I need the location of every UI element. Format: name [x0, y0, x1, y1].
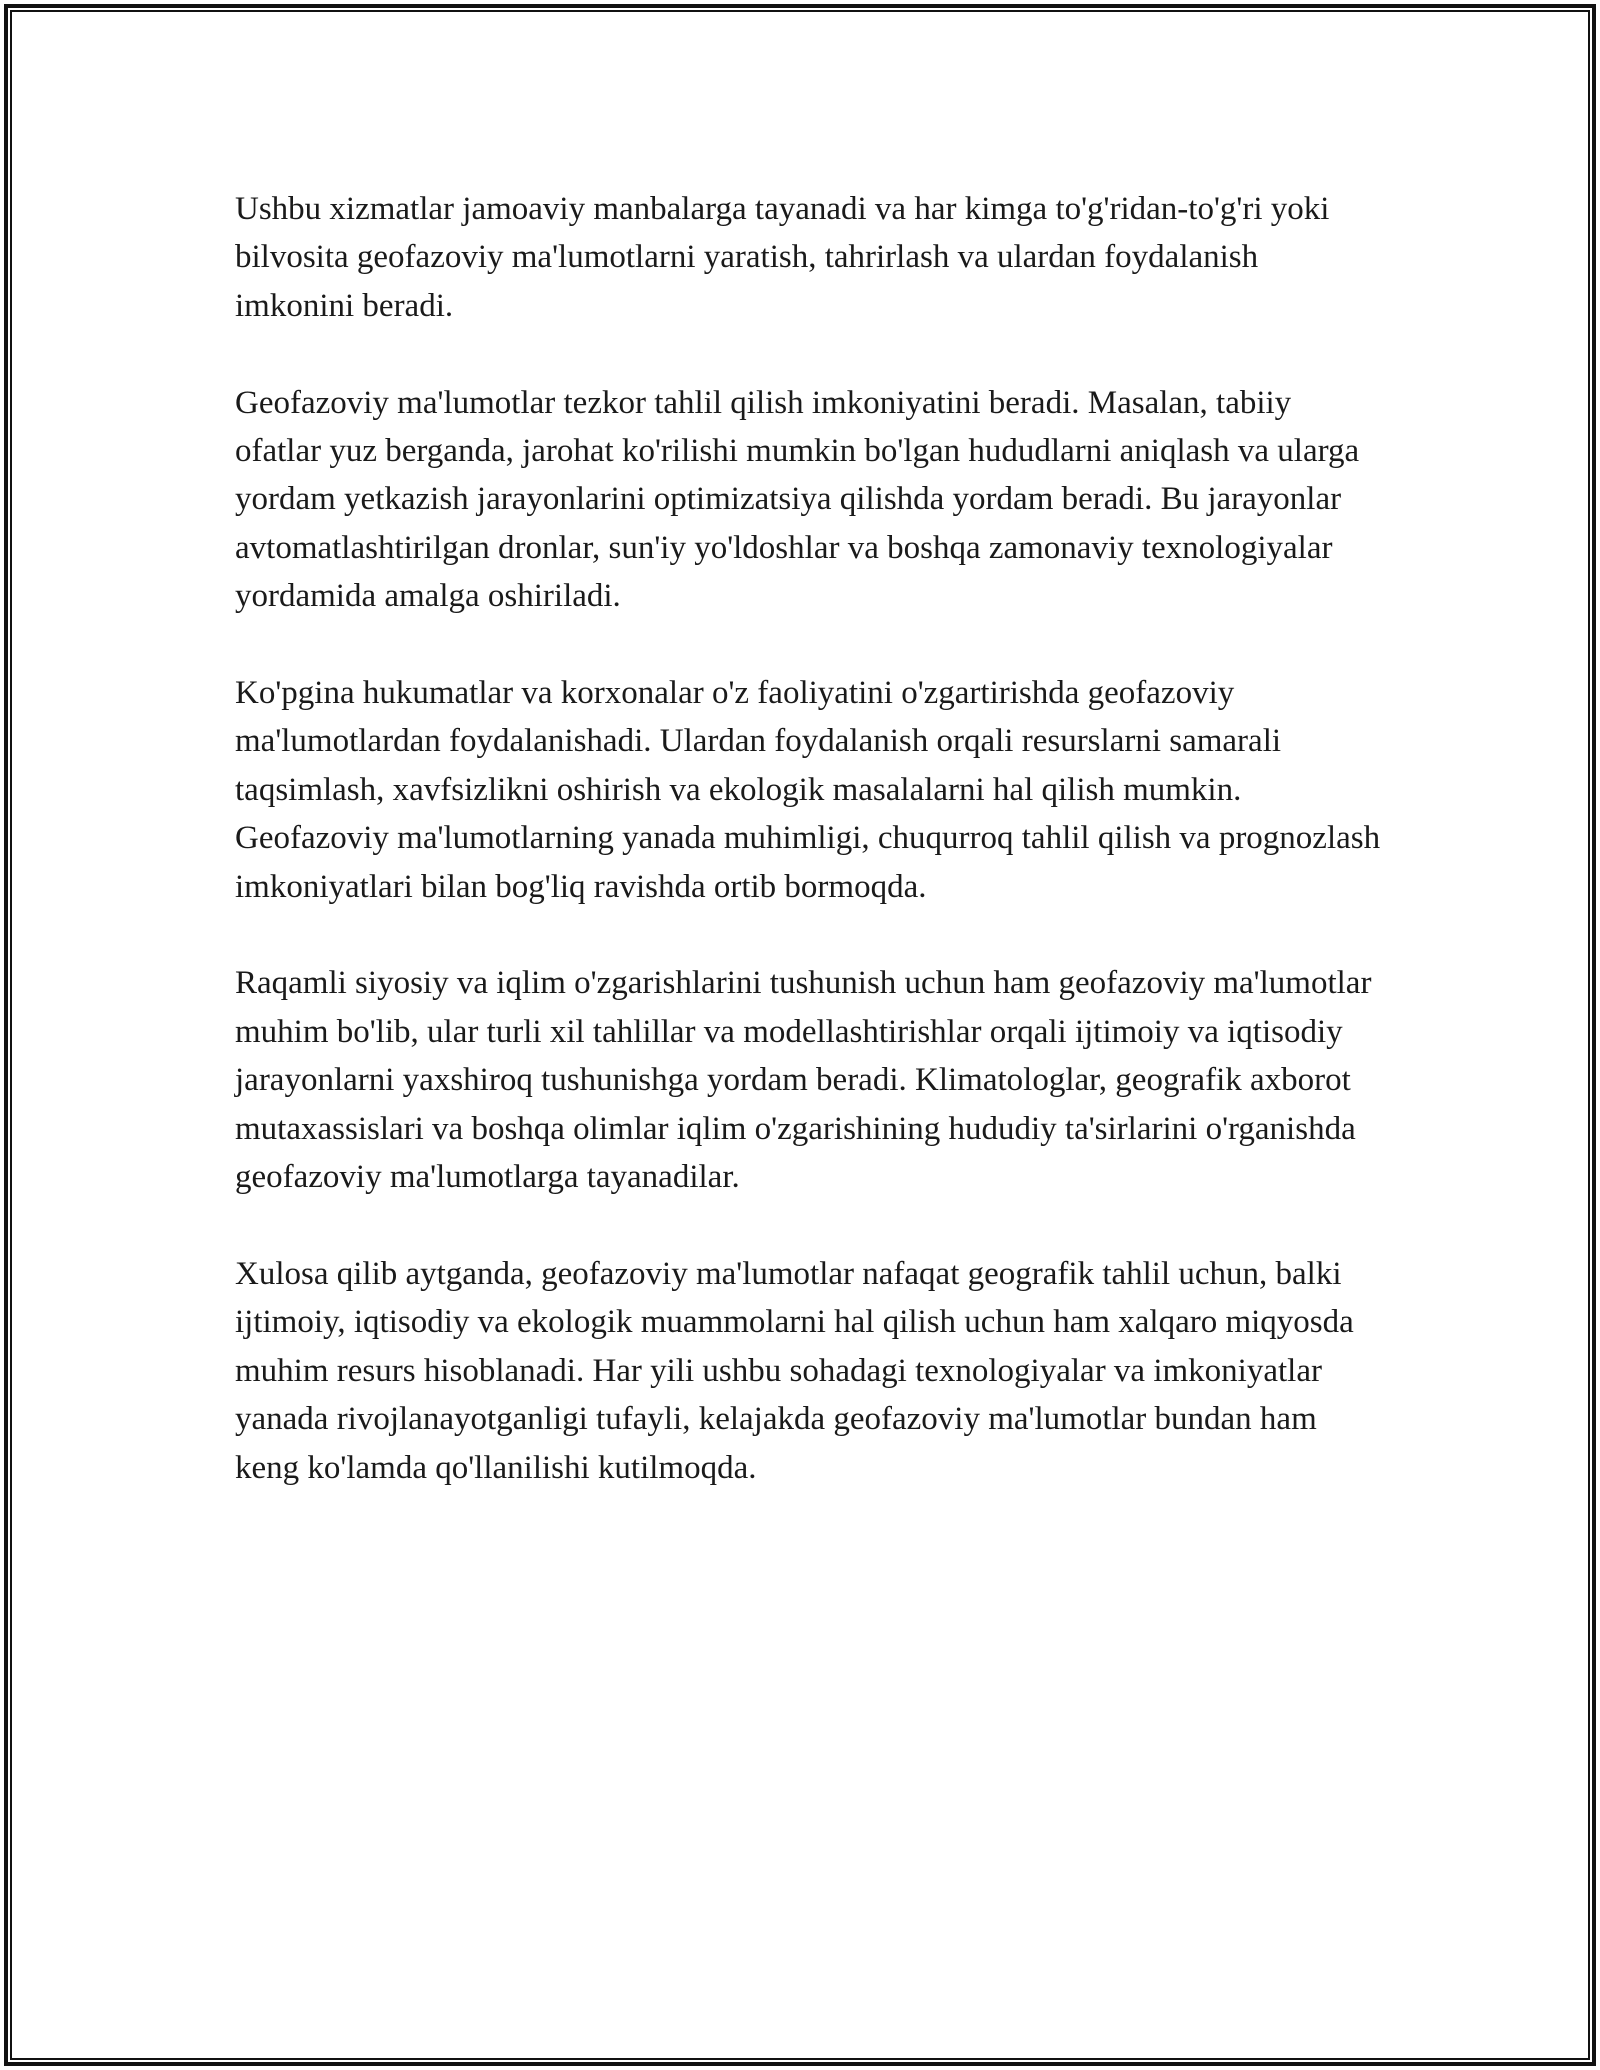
paragraph-5: Xulosa qilib aytganda, geofazoviy ma'lumotlar nafaqat geografik tahlil uchun, balki ijtimoiy, iqtisodiy va ekologik muammolarni hal qilish uchun ham xalqaro miqyosda muhim resurs hisoblanadi. Har yili ushbu sohadagi texnologiyalar va imkoniyatlar yanada rivojlanayotganligi tufayli, kelajakda geofazoviy ma'lumotlar bundan ham keng ko'lamda qo'llanilishi kutilmoqda.: [235, 1255, 1354, 1486]
document-body: [235, 185, 1385, 1492]
paragraph-3: Ko'pgina hukumatlar va korxonalar o'z faoliyatini o'zgartirishda geofazoviy ma'lumotlardan foydalanishadi. Ulardan foydalanish orqali resurslarni samarali taqsimlash, xavfsizlikni oshirish va ekologik masalalarni hal qilish mumkin. Geofazoviy ma'lumotlarning yanada muhimligi, chuqurroq tahlil qilish va prognozlash imkoniyatlari bilan bog'liq ravishda ortib bormoqda.: [235, 675, 1381, 905]
paragraph-1: Ushbu xizmatlar jamoaviy manbalarga tayanadi va har kimga to'g'ridan-to'g'ri yoki bilvosita geofazoviy ma'lumotlarni yaratish, tahrirlash va ulardan foydalanish imkonini beradi.: [235, 191, 1330, 324]
paragraph-4: Raqamli siyosiy va iqlim o'zgarishlarini tushunish uchun ham geofazoviy ma'lumotlar muhim bo'lib, ular turli xil tahlillar va modellashtirishlar orqali ijtimoiy va iqtisodiy jarayonlarni yaxshiroq tushunishga yordam beradi. Klimatologlar, geografik axborot mutaxassislari va boshqa olimlar iqlim o'zgarishining hududiy ta'sirlarini o'rganishda geofazoviy ma'lumotlarga tayanadilar.: [235, 965, 1372, 1196]
paragraph-2: Geofazoviy ma'lumotlar tezkor tahlil qilish imkoniyatini beradi. Masalan, tabiiy ofatlar yuz berganda, jarohat ko'rilishi mumkin bo'lgan hududlarni aniqlash va ularga yordam yetkazish jarayonlarini optimizatsiya qilishda yordam beradi. Bu jarayonlar avtomatlashtirilgan dronlar, sun'iy yo'ldoshlar va boshqa zamonaviy texnologiyalar yordamida amalga oshiriladi.: [235, 384, 1360, 615]
